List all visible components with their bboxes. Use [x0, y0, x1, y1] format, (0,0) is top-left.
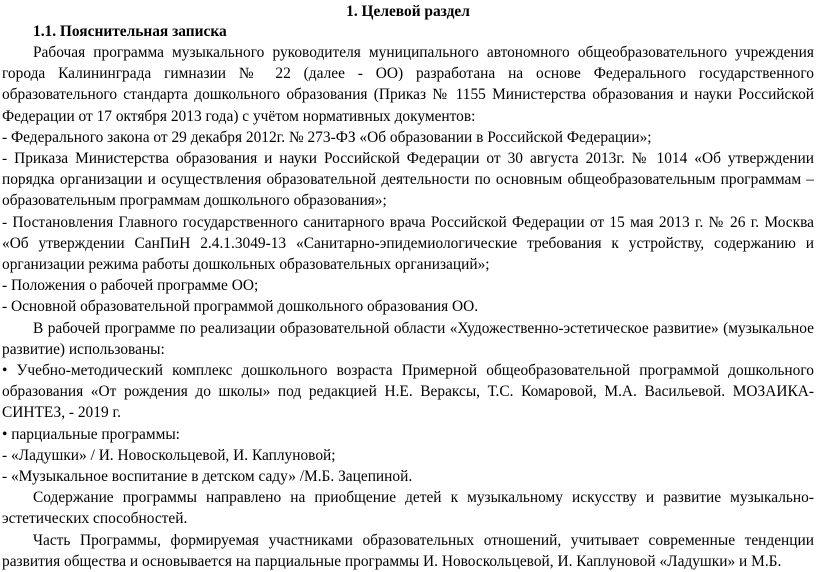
subsection-title: 1.1. Пояснительная записка	[33, 23, 227, 40]
used-item-ladushki: - «Ладушки» / И. Новоскольцевой, И. Каплуновой;	[2, 446, 336, 464]
norm-item-sanpin: - Постановления Главного государственного санитарного врача Российской Федерации от 15 мая 2013 г. № 26 г. Москва «Об утверждении СанПиН 2.4.1.3049-13 «Санитарно-эпидемиологические требования к устройству, содержанию и организации режима работы дошкольных образовательных организаций»;	[2, 213, 814, 274]
norm-item-order-1014: - Приказа Министерства образования и науки Российской Федерации от 30 августа 2013г. № 1014 «Об утверждении порядка организации и осуществления образовательной деятельности по основным общеобразовательным программам – образовательным программам дошкольного образования»;	[2, 150, 814, 210]
norm-item-regulation: - Положения о рабочей программе ОО;	[2, 277, 259, 295]
used-item-umk: • Учебно-методический комплекс дошкольного возраста Примерной общеобразовательной программой дошкольного образования «От рождения до школы» под редакцией Н.Е. Вераксы, Т.С. Комаровой, М.А. Васильевой. МОЗАИКА-СИНТЕЗ, - 2019 г.	[2, 362, 814, 422]
used-item-partial-programs: • парциальные программы:	[2, 425, 180, 443]
part-paragraph: Часть Программы, формируемая участниками образовательных отношений, учитывает современные тенденции развития общества и основывается на парциальные программы И. Новоскольцевой, И. Каплуновой «Ладушки» и М.Б.	[2, 531, 814, 570]
norm-item-main-program: - Основной образовательной программой дошкольного образования ОО.	[2, 298, 479, 316]
used-item-music-education: - «Музыкальное воспитание в детском саду» /М.Б. Зацепиной.	[2, 468, 413, 486]
used-paragraph: В рабочей программе по реализации образовательной области «Художественно-эстетическое развитие» (музыкальное развитие) использованы:	[2, 319, 814, 358]
norm-item-federal-law: - Федерального закона от 29 декабря 2012г. № 273-ФЗ «Об образовании в Российской Федерации»;	[2, 128, 652, 146]
content-paragraph: Содержание программы направлено на приобщение детей к музыкальному искусству и развитие музыкально-эстетических способностей.	[2, 489, 814, 528]
section-title: 1. Целевой раздел	[346, 3, 470, 20]
intro-paragraph: Рабочая программа музыкального руководителя муниципального автономного общеобразовательного учреждения города Калининграда гимназии № 22 (далее - ОО) разработана на основе Федерального государственного образовательного стандарта дошкольного образования (Приказ № 1155 Министерства образования и науки Российской Федерации от 17 октября 2013 года) с учётом нормативных документов:	[2, 44, 814, 125]
